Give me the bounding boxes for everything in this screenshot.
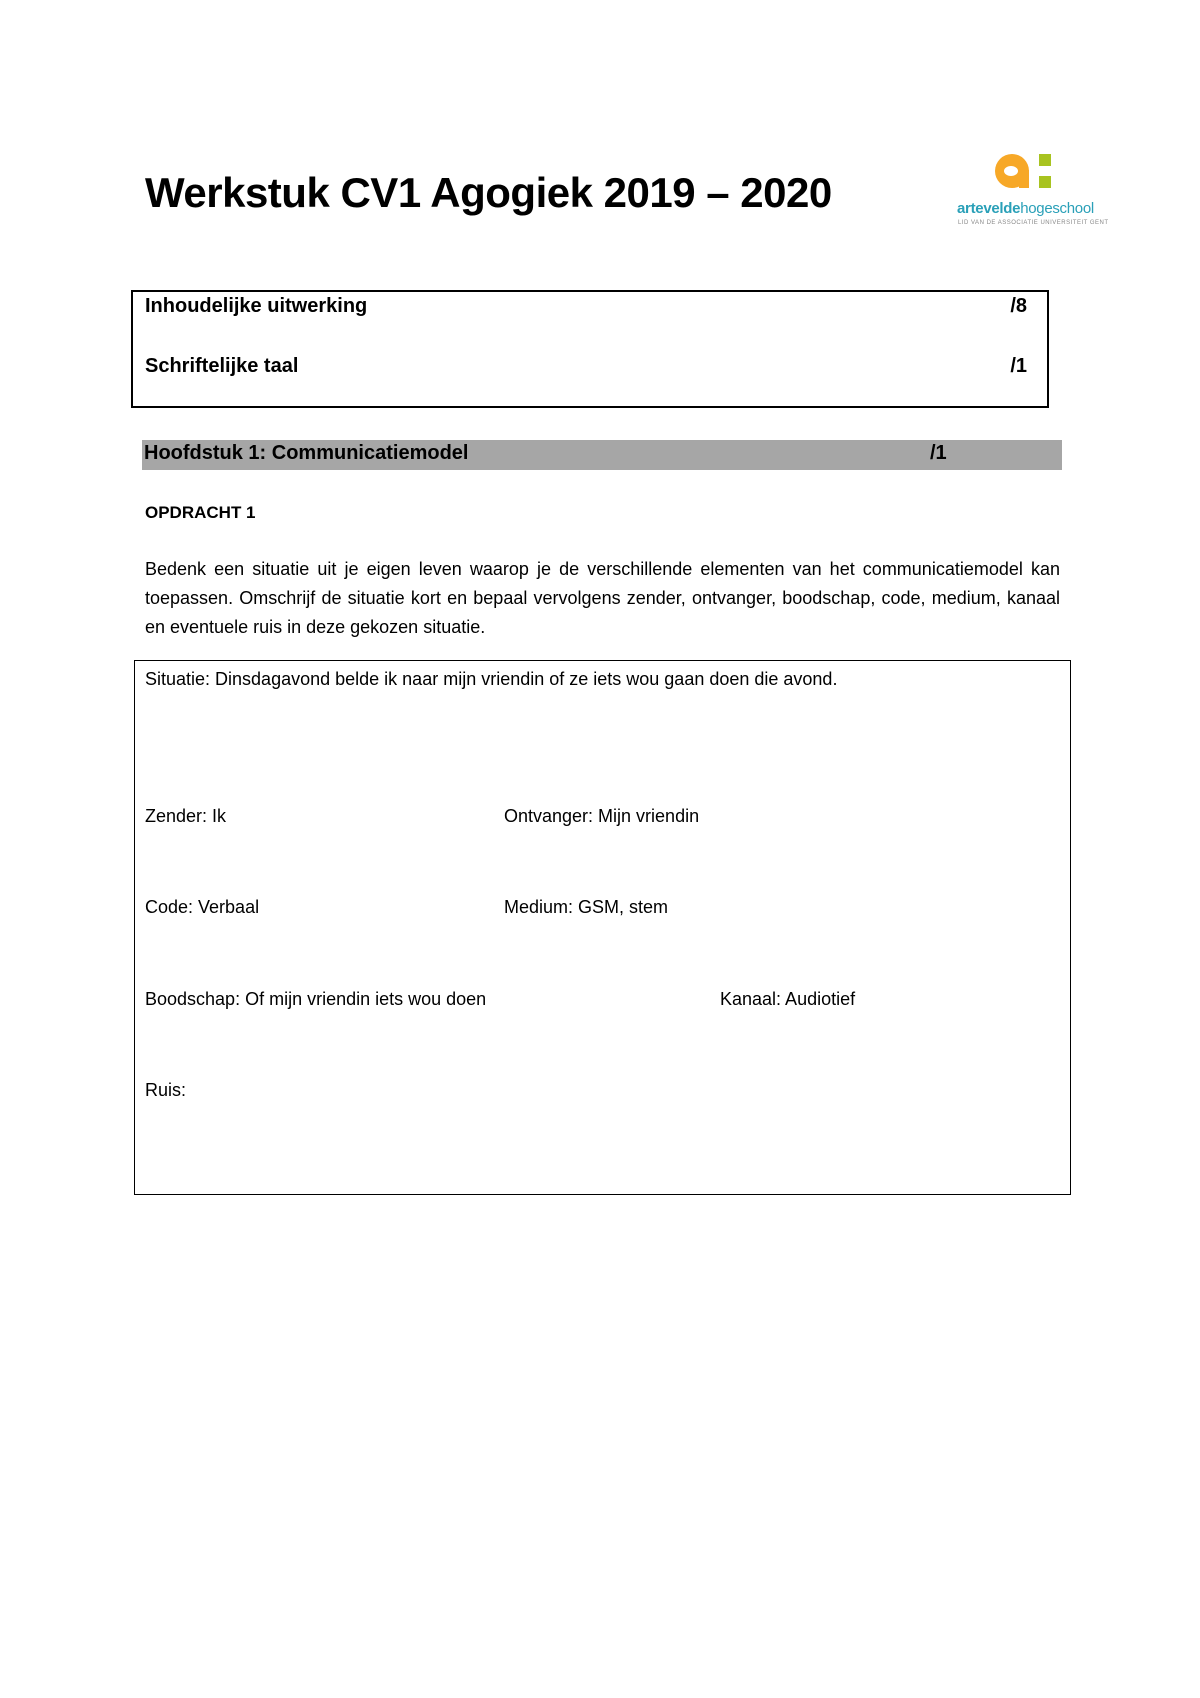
page-title: Werkstuk CV1 Agogiek 2019 – 2020 [145,169,832,216]
grading-score: /8 [1010,295,1027,317]
logo-wordmark: arteveldehogeschool [957,200,1094,217]
answer-box [134,660,1071,1195]
assignment-instructions: Bedenk een situatie uit je eigen leven waarop je de verschillende elementen van het communicatiemodel kan toepassen. Omschrijf de situatie kort en bepaal vervolgens zender, ontvanger, boodschap, code, medium, kanaal en eventuele ruis in deze gekozen situatie. [145,559,1060,637]
medium-field: Medium: GSM, stem [504,897,669,917]
code-field: Code: Verbaal [145,897,260,917]
assignment-heading: OPDRACHT 1 [145,503,256,522]
chapter-heading [142,440,1062,470]
boodschap-field: Boodschap: Of mijn vriendin iets wou doen [145,989,487,1009]
logo-mark-icon [995,150,1055,192]
grading-label: Schriftelijke taal [145,355,299,377]
kanaal-field: Kanaal: Audiotief [720,989,856,1009]
grading-box [131,290,1049,408]
grading-label: Inhoudelijke uitwerking [145,295,368,317]
artevelde-logo [955,150,1115,230]
grading-score: /1 [1010,355,1027,377]
zender-field: Zender: Ik [145,806,227,826]
ruis-field: Ruis: [145,1080,187,1100]
chapter-title: Hoofdstuk 1: Communicatiemodel [144,442,469,464]
situatie-field: Situatie: Dinsdagavond belde ik naar mijn vriendin of ze iets wou gaan doen die avond. [145,669,838,689]
ontvanger-field: Ontvanger: Mijn vriendin [504,806,700,826]
logo-subtext: LID VAN DE ASSOCIATIE UNIVERSITEIT GENT [958,220,1109,226]
chapter-score: /1 [930,442,947,464]
